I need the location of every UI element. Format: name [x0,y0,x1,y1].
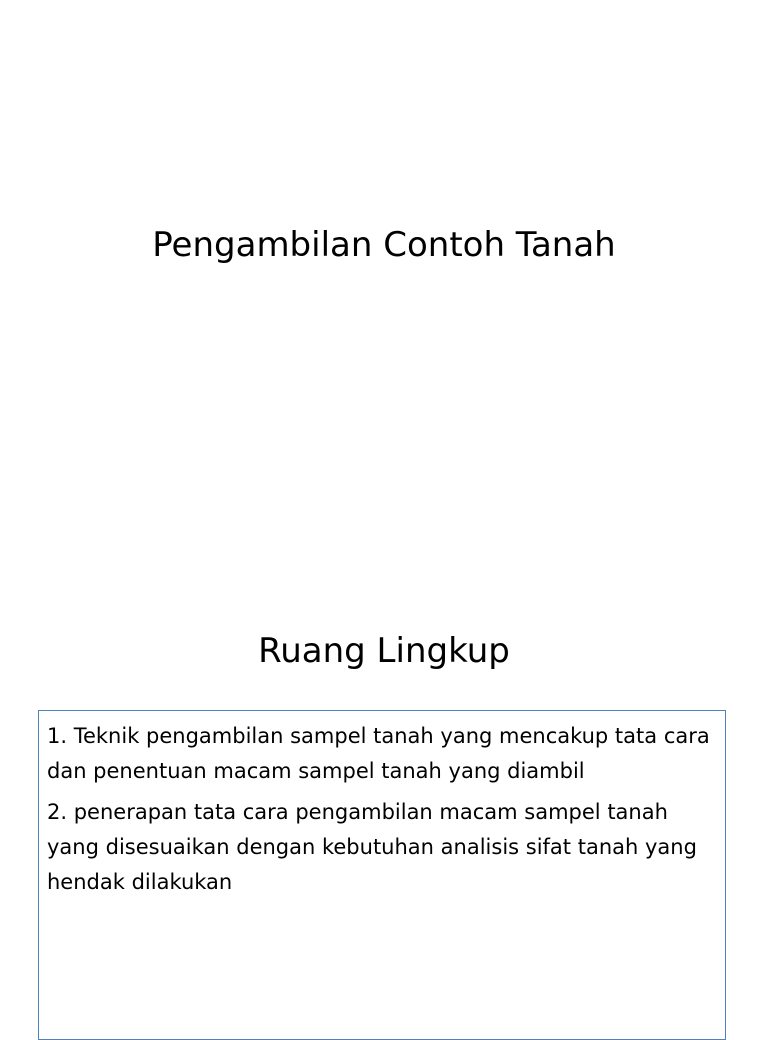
content-text-box [38,710,726,1040]
slide-title: Pengambilan Contoh Tanah [152,225,616,265]
list-item: 2. penerapan tata cara pengambilan macam sampel tanah yang disesuaikan dengan kebutuhan analisis sifat tanah yang hendak dilakukan [47,800,697,894]
slide-ruang-lingkup [0,580,768,1024]
slide-heading: Ruang Lingkup [258,631,510,671]
list-item: 1. Teknik pengambilan sampel tanah yang mencakup tata cara dan penentuan macam sampel tanah yang diambil [47,724,710,783]
